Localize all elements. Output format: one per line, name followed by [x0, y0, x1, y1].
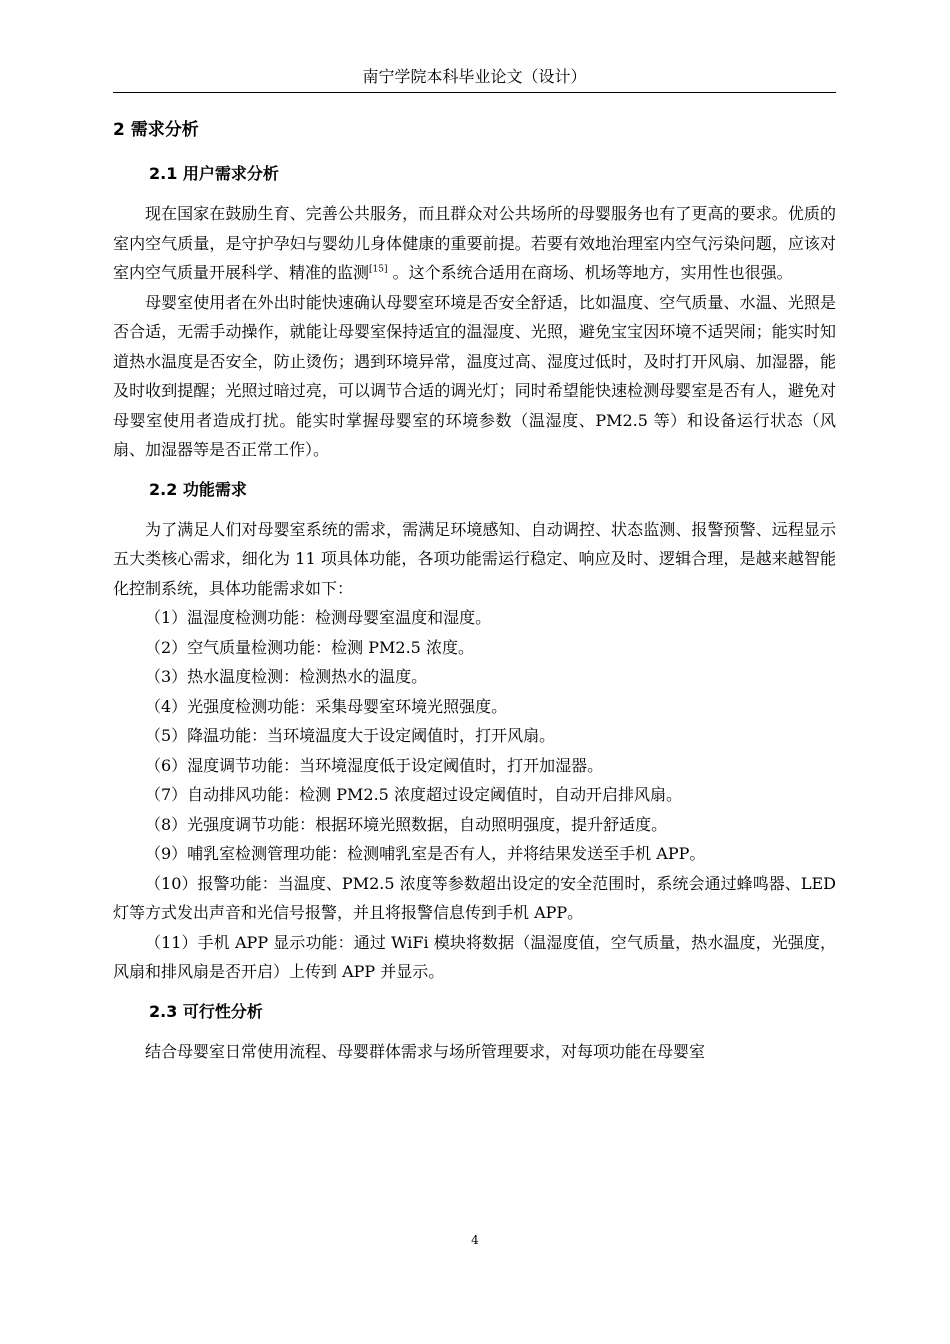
section-heading-2-1: 2.1 用户需求分析: [149, 164, 279, 183]
function-item: （2）空气质量检测功能：检测 PM2.5 浓度。: [145, 637, 474, 657]
citation: [15]: [369, 264, 388, 275]
page-number: 4: [471, 1233, 479, 1247]
paragraph-text: 现在国家在鼓励生育、完善公共服务，而且群众对公共场所的母婴服务也有了更高的要求。优质的室内空气质量，是守护孕妇与婴幼儿身体健康的重要前提。若要有效地治理室内空气污染问题，应该对室内空气质量开展科学、精准的监测: [113, 204, 836, 282]
page-header: 南宁学院本科毕业论文（设计）: [362, 67, 587, 86]
header-rule: [113, 92, 836, 93]
paragraph-text: 。这个系统合适用在商场、机场等地方，实用性也很强。: [387, 263, 793, 282]
section-heading-2-3: 2.3 可行性分析: [149, 1001, 263, 1021]
page-content: [113, 115, 836, 1066]
paragraph-user-needs-2: 母婴室使用者在外出时能快速确认母婴室环境是否安全舒适，比如温度、空气质量、水温、光照是否合适，无需手动操作，就能让母婴室保持适宜的温湿度、光照，避免宝宝因环境不适哭闹；能实时知道热水温度是否安全，防止烫伤；遇到环境异常，温度过高、湿度过低时，及时打开风扇、加湿器，能及时收到提醒；光照过暗过亮，可以调节合适的调光灯；同时希望能快速检测母婴室是否有人，避免对母婴室使用者造成打扰。能实时掌握母婴室的环境参数（温湿度、PM2.5 等）和设备运行状态（风扇、加湿器等是否正常工作）。: [113, 292, 836, 459]
paragraph-feasibility: 结合母婴室日常使用流程、母婴群体需求与场所管理要求，对每项功能在母婴室: [145, 1041, 706, 1061]
function-item: （8）光强度调节功能：根据环境光照数据，自动照明强度，提升舒适度。: [145, 814, 668, 834]
chapter-heading: 2 需求分析: [113, 120, 199, 140]
section-heading-2-2: 2.2 功能需求: [149, 479, 247, 499]
paragraph-user-needs-1: [113, 199, 836, 288]
function-item: （11）手机 APP 显示功能：通过 WiFi 模块将数据（温湿度值，空气质量，热水温度，光强度，风扇和排风扇是否开启）上传到 APP 并显示。: [113, 932, 836, 981]
function-item: （3）热水温度检测：检测热水的温度。: [145, 667, 428, 686]
paragraph-function-intro: 为了满足人们对母婴室系统的需求，需满足环境感知、自动调控、状态监测、报警预警、远程显示五大类核心需求，细化为 11 项具体功能，各项功能需运行稳定、响应及时、逻辑合理，是越来越智能化控制系统，具体功能需求如下：: [113, 519, 836, 598]
function-item: （5）降温功能：当环境温度大于设定阈值时，打开风扇。: [145, 726, 556, 745]
function-item: （1）温湿度检测功能：检测母婴室温度和湿度。: [145, 608, 492, 627]
function-item: （6）湿度调节功能：当环境湿度低于设定阈值时，打开加湿器。: [145, 755, 604, 775]
function-item: （9）哺乳室检测管理功能：检测哺乳室是否有人，并将结果发送至手机 APP。: [145, 844, 706, 863]
function-item: （4）光强度检测功能：采集母婴室环境光照强度。: [145, 696, 508, 716]
function-item: （10）报警功能：当温度、PM2.5 浓度等参数超出设定的安全范围时，系统会通过蜂鸣器、LED 灯等方式发出声音和光信号报警，并且将报警信息传到手机 APP。: [113, 873, 836, 922]
function-item: （7）自动排风功能：检测 PM2.5 浓度超过设定阈值时，自动开启排风扇。: [145, 785, 682, 804]
